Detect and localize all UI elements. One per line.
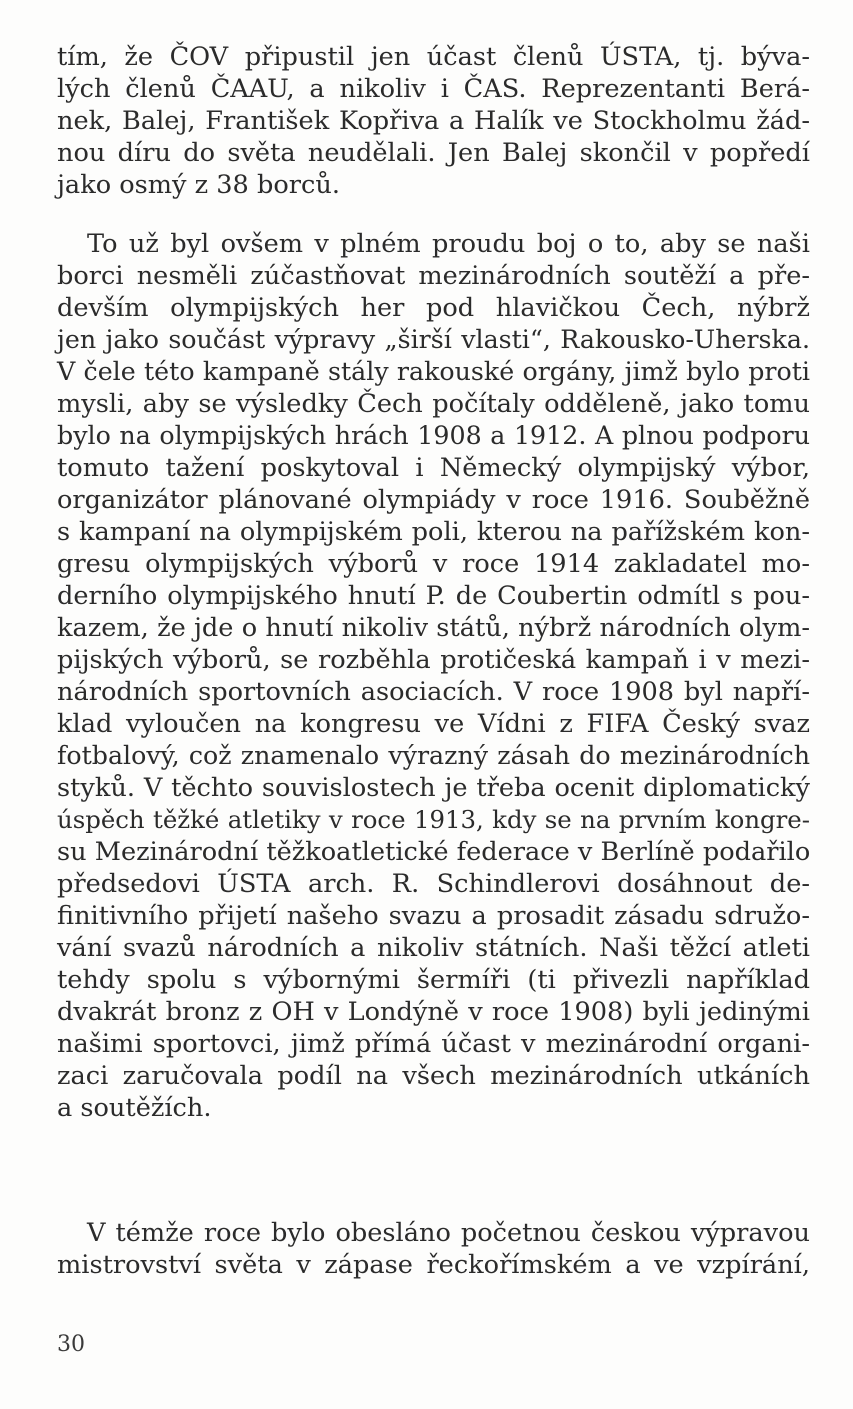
text-line: národních sportovních asociacích. V roce 1908 byl napří- (57, 677, 810, 707)
text-line: V témže roce bylo obesláno početnou českou výpravou (87, 1218, 810, 1248)
text-line: mysli, aby se výsledky Čech počítaly odděleně, jako tomu (57, 389, 810, 419)
page-number: 30 (57, 1332, 85, 1357)
text-line: organizátor plánované olympiády v roce 1916. Souběžně (57, 485, 810, 515)
text-line: a soutěžích. (57, 1093, 212, 1123)
text-line: mistrovství světa v zápase řeckořímském a ve vzpírání, (57, 1250, 810, 1280)
text-line: lých členů ČAAU, a nikoliv i ČAS. Reprezentanti Berá- (57, 74, 810, 104)
text-line: vání svazů národních a nikoliv státních. Naši těžcí atleti (57, 933, 810, 963)
text-line: bylo na olympijských hrách 1908 a 1912. A plnou podporu (57, 421, 810, 450)
text-line: zaci zaručovala podíl na všech mezinárodních utkáních (57, 1061, 810, 1091)
text-line: derního olympijského hnutí P. de Coubertin odmítl s pou- (57, 581, 810, 611)
text-line: předsedovi ÚSTA arch. R. Schindlerovi dosáhnout de- (57, 869, 810, 899)
text-line: kazem, že jde o hnutí nikoliv států, nýbrž národních olym- (57, 613, 810, 643)
text-line: devším olympijských her pod hlavičkou Čech, nýbrž (57, 293, 810, 323)
paragraph-2 (57, 228, 810, 1124)
text-line: To už byl ovšem v plném proudu boj o to, aby se naši (87, 229, 810, 259)
text-line: su Mezinárodní těžkoatletické federace v Berlíně podařilo (57, 837, 811, 867)
paragraph-3 (57, 1217, 810, 1281)
text-line: styků. V těchto souvislostech je třeba ocenit diplomatický (57, 773, 810, 803)
text-line: našimi sportovci, jimž přímá účast v mezinárodní organi- (57, 1029, 810, 1059)
text-line: úspěch těžké atletiky v roce 1913, kdy se na prvním kongre- (57, 805, 810, 834)
text-line: borci nesměli zúčastňovat mezinárodních soutěží a pře- (57, 261, 810, 291)
paragraph-1 (57, 41, 810, 201)
text-line: gresu olympijských výborů v roce 1914 zakladatel mo- (57, 549, 810, 579)
text-line: tehdy spolu s výbornými šermíři (ti přivezli například (57, 965, 810, 995)
text-line: pijských výborů, se rozběhla protičeská kampaň i v mezi- (57, 645, 810, 675)
text-line: nou díru do světa neudělali. Jen Balej skončil v popředí (57, 138, 810, 168)
text-line: jako osmý z 38 borců. (57, 170, 340, 200)
text-line: s kampaní na olympijském poli, kterou na pařížském kon- (57, 517, 810, 547)
text-line: klad vyloučen na kongresu ve Vídni z FIFA Český svaz (57, 709, 810, 739)
text-line: tím, že ČOV připustil jen účast členů ÚSTA, tj. býva- (57, 42, 810, 72)
text-line: tomuto tažení poskytoval i Německý olympijský výbor, (57, 453, 810, 483)
text-line: fotbalový, což znamenalo výrazný zásah do mezinárodních (57, 741, 810, 770)
text-line: V čele této kampaně stály rakouské orgány, jimž bylo proti (57, 357, 810, 386)
text-line: jen jako součást výpravy „širší vlasti“, Rakousko-Uherska. (57, 325, 810, 354)
text-line: dvakrát bronz z OH v Londýně v roce 1908) byli jedinými (57, 997, 810, 1027)
text-line: nek, Balej, František Kopřiva a Halík ve Stockholmu žád- (57, 106, 810, 136)
text-line: finitivního přijetí našeho svazu a prosadit zásadu sdružo- (57, 901, 810, 931)
